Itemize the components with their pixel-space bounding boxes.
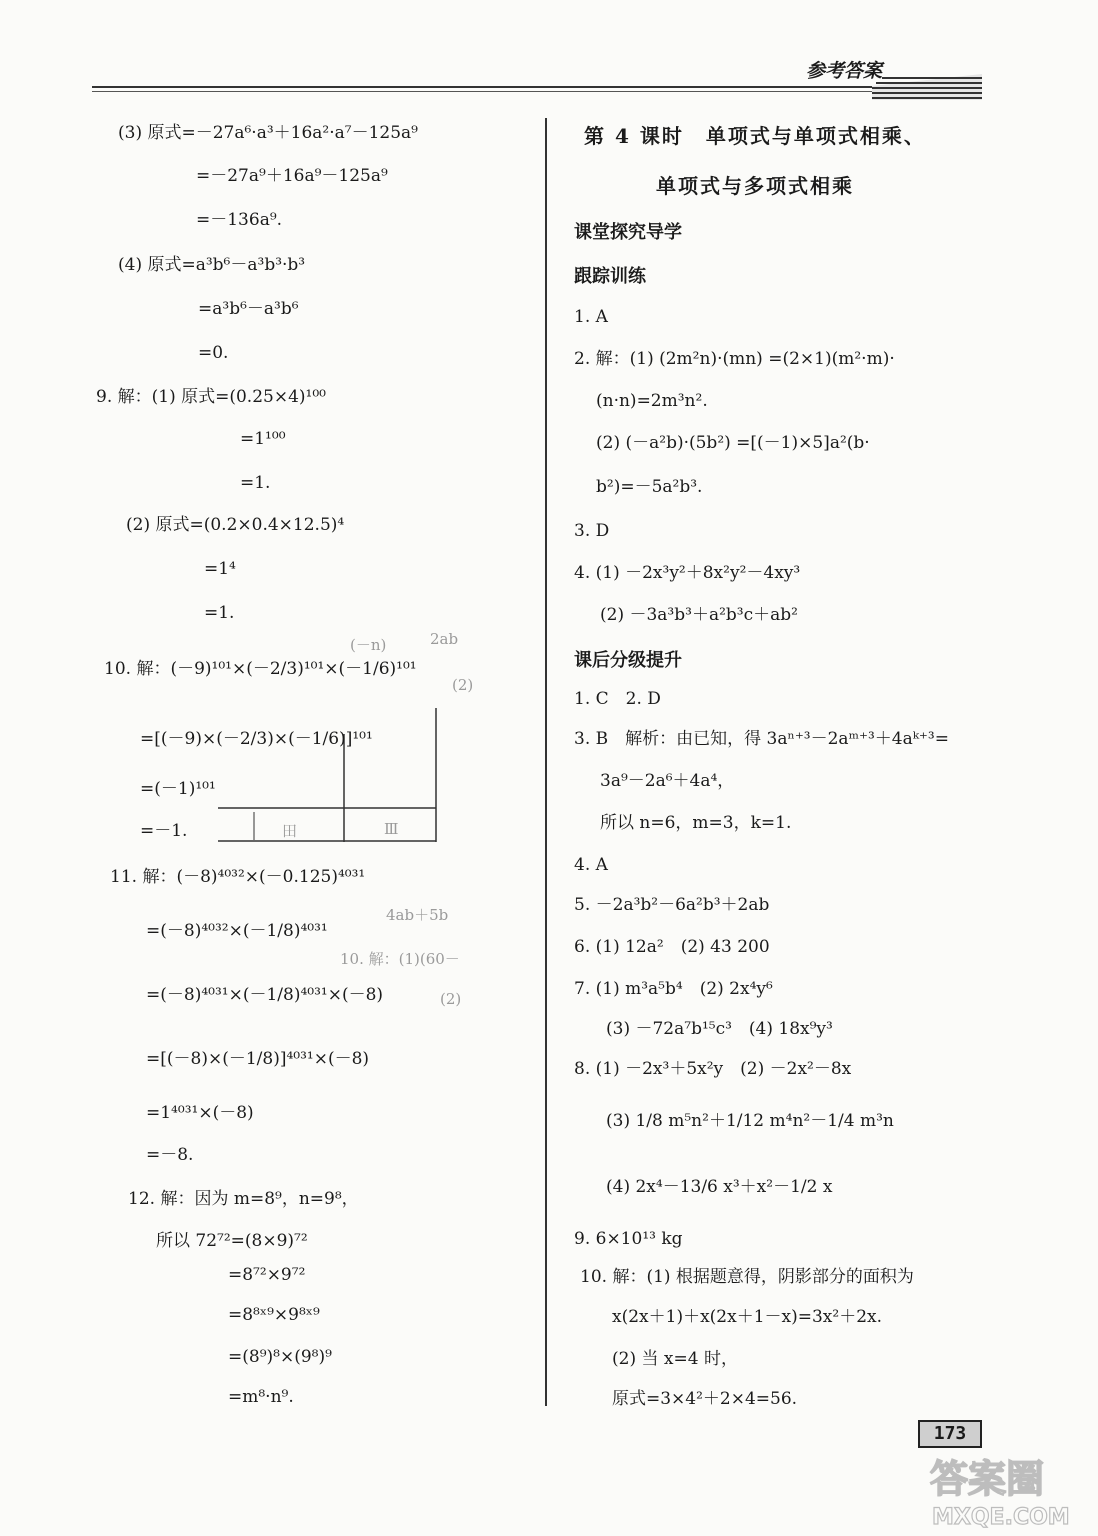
answer-line: =(－1)¹⁰¹ <box>140 779 216 799</box>
answer-line: (4) 2x⁴－13/6 x³＋x²－1/2 x <box>606 1177 833 1197</box>
header-title: 参考答案 <box>806 60 883 82</box>
answer-line: (3) 1/8 m⁵n²＋1/12 m⁴n²－1/4 m³n <box>606 1111 894 1131</box>
ghost-text: (－n) <box>350 636 387 654</box>
answer-line: 所以 n=6，m=3，k=1. <box>600 813 792 833</box>
answer-line: 3. B 解析：由已知，得 3aⁿ⁺³－2aᵐ⁺³＋4aᵏ⁺³= <box>574 729 949 749</box>
answer-line: 11. 解：(－8)⁴⁰³²×(－0.125)⁴⁰³¹ <box>110 867 366 887</box>
answer-line: =8⁸ˣ⁹×9⁸ˣ⁹ <box>228 1305 320 1325</box>
answer-line: 12. 解：因为 m=8⁹，n=9⁸， <box>128 1189 359 1209</box>
svg-text:MXQE.COM: MXQE.COM <box>932 1505 1070 1530</box>
ghost-text: 4ab＋5b <box>386 906 449 924</box>
header-decoration <box>872 72 982 102</box>
answer-line: 3. D <box>574 521 610 541</box>
header-rule-thin <box>92 91 892 92</box>
answer-line: (2) 当 x=4 时， <box>612 1349 738 1369</box>
answer-line: 9. 解：(1) 原式=(0.25×4)¹⁰⁰ <box>96 387 326 407</box>
svg-text:答案圈: 答案圈 <box>930 1457 1045 1501</box>
answer-line: =－136a⁹. <box>196 210 283 230</box>
answer-line: (3) 原式=－27a⁶·a³＋16a²·a⁷－125a⁹ <box>118 123 418 143</box>
answer-line: =8⁷²×9⁷² <box>228 1265 306 1285</box>
column-divider <box>545 118 547 1406</box>
answer-line: 8. (1) －2x³＋5x²y (2) －2x²－8x <box>574 1059 852 1079</box>
answer-line: =(－8)⁴⁰³¹×(－1/8)⁴⁰³¹×(－8) <box>146 985 384 1005</box>
answer-line: 10. 解：(1) 根据题意得，阴影部分的面积为 <box>580 1267 914 1287</box>
answer-line: (2) －3a³b³＋a²b³c＋ab² <box>600 605 798 625</box>
answer-line: 10. 解：(－9)¹⁰¹×(－2/3)¹⁰¹×(－1/6)¹⁰¹ <box>104 659 417 679</box>
answer-line: 所以 72⁷²=(8×9)⁷² <box>156 1231 308 1251</box>
ghost-text: (2) <box>440 990 462 1008</box>
answer-line: b²)=－5a²b³. <box>596 477 703 497</box>
ghost-text: Ⅲ <box>384 820 399 838</box>
ghost-text: 2ab <box>430 630 459 648</box>
answer-line: 6. (1) 12a² (2) 43 200 <box>574 937 770 957</box>
answer-line: =－27a⁹＋16a⁹－125a⁹ <box>196 166 388 186</box>
ghost-text: 田 <box>282 822 298 840</box>
answer-line: =a³b⁶－a³b⁶ <box>198 299 299 319</box>
answer-line: =－1. <box>140 821 188 841</box>
answer-line: 4. A <box>574 855 608 875</box>
answer-line: =1⁴ <box>204 559 236 579</box>
answer-line: 1. A <box>574 307 608 327</box>
answer-line: =1. <box>240 473 271 493</box>
page-number: 173 <box>918 1420 982 1448</box>
answer-line: =0. <box>198 343 229 363</box>
ghost-text: (2) <box>452 676 474 694</box>
answer-line: (3) －72a⁷b¹⁵c³ (4) 18x⁹y³ <box>606 1019 833 1039</box>
answer-line: 9. 6×10¹³ kg <box>574 1229 683 1249</box>
answer-line: =－8. <box>146 1145 194 1165</box>
section-heading: 跟踪训练 <box>574 266 646 287</box>
answer-line: =1⁴⁰³¹×(－8) <box>146 1103 254 1123</box>
answer-line: 1. C 2. D <box>574 689 661 709</box>
answer-line: (2) (－a²b)·(5b²) =[(－1)×5]a²(b· <box>596 433 870 453</box>
answer-line: 7. (1) m³a⁵b⁴ (2) 2x⁴y⁶ <box>574 979 773 999</box>
answer-line: =m⁸·n⁹. <box>228 1387 294 1407</box>
answer-line: =1¹⁰⁰ <box>240 429 286 449</box>
answer-line: (4) 原式=a³b⁶－a³b³·b³ <box>118 255 306 275</box>
answer-line: =[(－9)×(－2/3)×(－1/6)]¹⁰¹ <box>140 729 373 749</box>
lesson-title: 第 4 课时 单项式与单项式相乘、 <box>584 124 926 148</box>
answer-line: =(－8)⁴⁰³²×(－1/8)⁴⁰³¹ <box>146 921 328 941</box>
answer-line: 4. (1) －2x³y²＋8x²y²－4xy³ <box>574 563 801 583</box>
watermark-logo <box>926 1448 1086 1530</box>
answer-line: (n·n)=2m³n². <box>596 391 708 411</box>
answer-line: =1. <box>204 603 235 623</box>
answer-line: 5. －2a³b²－6a²b³＋2ab <box>574 895 770 915</box>
lesson-subtitle: 单项式与多项式相乘 <box>656 174 854 198</box>
answer-line: =(8⁹)⁸×(9⁸)⁹ <box>228 1347 332 1367</box>
ghost-text: 10. 解：(1)(60－ <box>340 950 460 968</box>
answer-line: 原式=3×4²＋2×4=56. <box>612 1389 798 1409</box>
header-rule <box>92 86 892 88</box>
answer-line: 2. 解：(1) (2m²n)·(mn) =(2×1)(m²·m)· <box>574 349 895 369</box>
answer-line: =[(－8)×(－1/8)]⁴⁰³¹×(－8) <box>146 1049 370 1069</box>
section-heading: 课堂探究导学 <box>574 222 682 243</box>
answer-line: (2) 原式=(0.2×0.4×12.5)⁴ <box>126 515 345 535</box>
answer-line: x(2x＋1)＋x(2x＋1－x)=3x²＋2x. <box>612 1307 882 1327</box>
answer-line: 3a⁹－2a⁶＋4a⁴， <box>600 771 735 791</box>
section-heading: 课后分级提升 <box>574 650 682 671</box>
